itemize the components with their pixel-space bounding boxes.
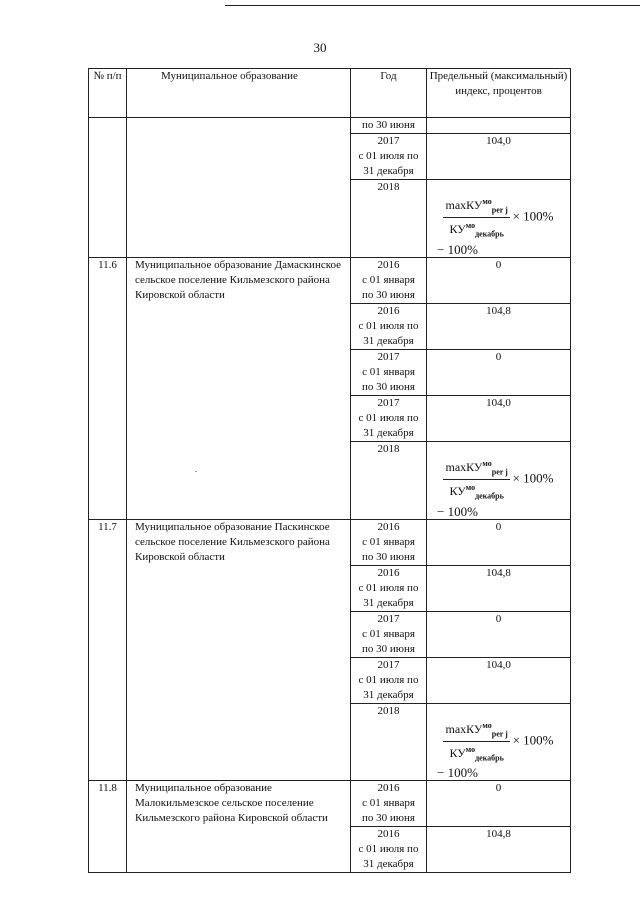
period-line: по 30 июня (362, 642, 415, 655)
formula-num-sub: per j (491, 467, 508, 477)
period-line: по 30 июня (362, 119, 415, 131)
tariff-index-table (88, 68, 571, 873)
formula-den-sup: мо (465, 221, 476, 231)
period-line: по 30 июня (362, 380, 415, 393)
period-line: 2016 (377, 828, 400, 841)
table-row (89, 118, 571, 134)
period-cell (351, 781, 427, 827)
period-line: с 01 января (362, 365, 415, 378)
period-line: с 01 июля по (358, 843, 419, 856)
period-line: с 01 июля по (358, 673, 419, 686)
table-header-row (89, 69, 571, 118)
period-line: с 01 июля по (358, 411, 419, 424)
scan-speck (195, 471, 197, 472)
formula-num-sup: мо (482, 458, 492, 468)
period-line: 2018 (377, 442, 400, 455)
period-line: 2016 (377, 304, 400, 317)
period-line: 31 декабря (363, 165, 414, 177)
period-line: по 30 июня (362, 550, 415, 563)
period-cell (351, 519, 427, 565)
period-cell (351, 257, 427, 303)
period-line: 31 декабря (363, 858, 414, 871)
formula-num-main: maxКУ (445, 459, 483, 474)
formula-num-main: maxКУ (445, 721, 483, 736)
period-cell (351, 657, 427, 703)
formula-denominator (443, 218, 509, 241)
period-cell (351, 303, 427, 349)
period-line: 2016 (377, 520, 400, 533)
period-line: по 30 июня (362, 288, 415, 301)
formula-times: × 100% (512, 731, 554, 747)
table-row (89, 781, 571, 827)
period-line: с 01 января (362, 273, 415, 286)
index-value: 0 (427, 257, 571, 303)
index-value: 0 (427, 349, 571, 395)
formula-fraction (443, 194, 509, 242)
header-year: Год (351, 69, 427, 118)
period-line: 2017 (377, 350, 400, 363)
index-formula (427, 180, 571, 258)
period-cell (351, 180, 427, 258)
period-cell (351, 611, 427, 657)
formula-denominator (443, 480, 509, 503)
period-line: по 30 июня (362, 812, 415, 825)
municipality-name: Муниципальное образование Паскинское сельское поселение Кильмезского района Кировской области (127, 519, 351, 781)
formula-fraction (443, 718, 509, 766)
top-rule (225, 5, 640, 6)
index-value: 0 (427, 781, 571, 827)
period-line: с 01 января (362, 797, 415, 810)
formula-num-sup: мо (482, 720, 492, 730)
row-number: 11.7 (89, 519, 127, 781)
period-line: с 01 июля по (358, 319, 419, 332)
formula-numerator (443, 194, 509, 218)
period-cell (351, 395, 427, 441)
row-number: 11.6 (89, 257, 127, 519)
formula-minus: − 100% (437, 241, 478, 257)
formula-den-main: КУ (449, 222, 466, 237)
formula-num-sup: мо (482, 197, 492, 206)
period-line: 31 декабря (363, 334, 414, 347)
table-row (89, 519, 571, 565)
period-line: 2018 (377, 704, 400, 717)
period-line: 31 декабря (363, 596, 414, 609)
index-value: 0 (427, 519, 571, 565)
period-line: 2016 (377, 258, 400, 271)
table-body (89, 118, 571, 873)
period-cell (351, 134, 427, 180)
period-cell (351, 118, 427, 134)
period-line: 2017 (377, 396, 400, 409)
formula-num-sub: per j (491, 728, 508, 738)
period-line: с 01 января (362, 627, 415, 640)
formula-times: × 100% (512, 208, 554, 224)
period-line: 31 декабря (363, 688, 414, 701)
formula-den-sup: мо (465, 483, 476, 493)
formula-numerator (443, 718, 509, 742)
period-cell (351, 827, 427, 873)
formula-den-sub: декабрь (475, 753, 504, 763)
formula-den-sub: декабрь (475, 491, 504, 501)
period-line: 2017 (377, 658, 400, 671)
index-formula (427, 703, 571, 781)
row-number (89, 118, 127, 258)
index-value: 104,8 (427, 565, 571, 611)
index-value: 104,8 (427, 827, 571, 873)
page-number: 30 (313, 40, 327, 55)
header-org: Муниципальное образование (127, 69, 351, 118)
formula-den-main: КУ (449, 484, 466, 499)
formula-den-main: КУ (449, 745, 466, 760)
period-line: 2016 (377, 566, 400, 579)
period-cell (351, 703, 427, 781)
formula-den-sub: декабрь (475, 229, 504, 239)
period-line: с 01 июля по (358, 150, 419, 162)
index-value: 104,0 (427, 134, 571, 180)
formula-fraction (443, 456, 509, 504)
period-line: с 01 июля по (358, 581, 419, 594)
index-value: 0 (427, 611, 571, 657)
period-line: 2017 (377, 135, 400, 147)
period-cell (351, 441, 427, 519)
municipality-name (127, 118, 351, 258)
municipality-name: Муниципальное образование Дамаскинское сельское поселение Кильмезского района Кировской области (127, 257, 351, 519)
formula-times: × 100% (512, 470, 554, 486)
header-index: Предельный (максимальный) индекс, процентов (427, 69, 571, 118)
index-value (427, 118, 571, 134)
index-formula (427, 441, 571, 519)
period-line: 2018 (377, 181, 400, 193)
municipality-name: Муниципальное образование Малокильмезское сельское поселение Кильмезского района Кировской области (127, 781, 351, 873)
formula-num-main: maxКУ (445, 198, 483, 212)
period-line: 2017 (377, 612, 400, 625)
period-line: 31 декабря (363, 426, 414, 439)
period-cell (351, 349, 427, 395)
formula-minus: − 100% (437, 503, 478, 519)
formula-num-sub: per j (491, 205, 508, 215)
period-cell (351, 565, 427, 611)
header-num: № п/п (89, 69, 127, 118)
period-line: с 01 января (362, 535, 415, 548)
period-line: 2016 (377, 782, 400, 795)
table-row (89, 257, 571, 303)
formula-minus: − 100% (437, 765, 478, 781)
formula-denominator (443, 742, 509, 765)
formula-numerator (443, 456, 509, 480)
formula-den-sup: мо (465, 744, 476, 754)
row-number: 11.8 (89, 781, 127, 873)
index-value: 104,8 (427, 303, 571, 349)
index-value: 104,0 (427, 395, 571, 441)
index-value: 104,0 (427, 657, 571, 703)
